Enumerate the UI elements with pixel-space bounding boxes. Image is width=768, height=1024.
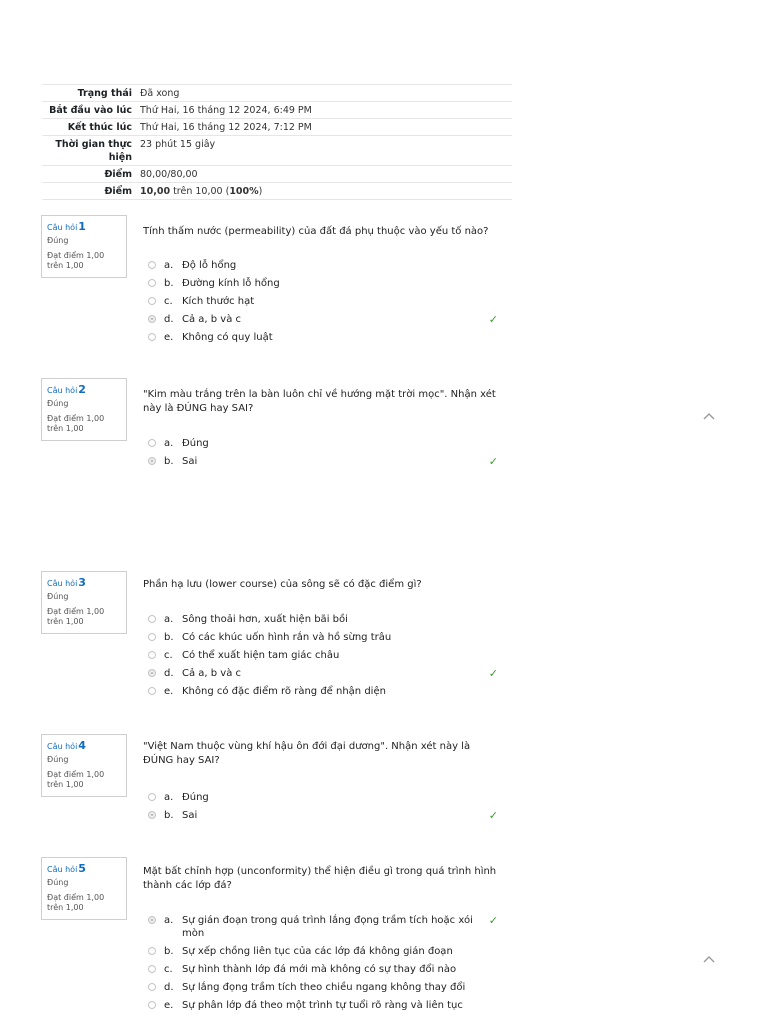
summary-row-marks — [42, 166, 512, 183]
radio-button[interactable] — [148, 439, 156, 447]
chevron-up-icon[interactable] — [702, 412, 716, 422]
check-icon: ✓ — [488, 455, 498, 468]
option-letter: e. — [164, 332, 174, 343]
radio-button[interactable] — [148, 669, 156, 677]
option-letter: a. — [164, 915, 174, 926]
answer-option — [148, 259, 498, 272]
option-text: Sự xếp chồng liên tục của các lớp đá không gián đoạn — [182, 946, 453, 957]
check-icon: ✓ — [488, 313, 498, 326]
question-state: Đúng — [47, 399, 69, 408]
summary-label: Điểm — [104, 186, 132, 197]
radio-button[interactable] — [148, 297, 156, 305]
question-label: Câu hỏi — [47, 865, 78, 874]
answer-option — [148, 809, 498, 822]
summary-label: Kết thúc lúc — [67, 122, 132, 133]
question-grade: Đạt điểm 1,00 trên 1,00 — [47, 770, 105, 789]
summary-row-completed — [42, 119, 512, 136]
option-letter: d. — [164, 982, 174, 993]
option-text: Sự lắng đọng trầm tích theo chiều ngang không thay đổi — [182, 982, 466, 993]
option-letter: b. — [164, 456, 174, 467]
option-text: Không có quy luật — [182, 332, 273, 343]
question-text: "Việt Nam thuộc vùng khí hậu ôn đới đại dương". Nhận xét này là ĐÚNG hay SAI? — [143, 741, 471, 766]
option-text: Có thể xuất hiện tam giác châu — [182, 650, 340, 661]
radio-button[interactable] — [148, 457, 156, 465]
radio-button[interactable] — [148, 793, 156, 801]
option-letter: a. — [164, 614, 174, 625]
question-number — [47, 576, 121, 590]
option-text: Đúng — [182, 438, 209, 449]
option-text: Có các khúc uốn hình rắn và hồ sừng trâu — [182, 632, 392, 643]
radio-button[interactable] — [148, 687, 156, 695]
answer-list — [148, 791, 498, 827]
answer-option — [148, 649, 498, 662]
summary-value: 23 phút 15 giây — [140, 139, 216, 150]
option-letter: b. — [164, 810, 174, 821]
option-text: Sự hình thành lớp đá mới mà không có sự thay đổi nào — [182, 964, 457, 975]
answer-option — [148, 963, 498, 976]
radio-button[interactable] — [148, 615, 156, 623]
grade-close: ) — [258, 186, 263, 197]
check-icon: ✓ — [488, 914, 498, 927]
question-info-box — [41, 215, 127, 278]
grade-percent: 100% — [229, 186, 259, 197]
radio-button[interactable] — [148, 965, 156, 973]
question-label: Câu hỏi — [47, 223, 78, 232]
answer-list — [148, 259, 498, 349]
option-letter: b. — [164, 632, 174, 643]
radio-button[interactable] — [148, 916, 156, 924]
summary-value: Thứ Hai, 16 tháng 12 2024, 6:49 PM — [140, 105, 312, 116]
radio-button[interactable] — [148, 633, 156, 641]
option-text: Đúng — [182, 792, 209, 803]
option-letter: e. — [164, 1000, 174, 1011]
answer-option — [148, 667, 498, 680]
summary-value: Đã xong — [140, 88, 180, 99]
quiz-summary-table — [42, 84, 512, 200]
radio-button[interactable] — [148, 811, 156, 819]
summary-value: 80,00/80,00 — [140, 169, 198, 180]
option-letter: a. — [164, 260, 174, 271]
answer-list — [148, 437, 498, 473]
answer-option — [148, 791, 498, 804]
answer-option — [148, 613, 498, 626]
summary-value — [140, 185, 512, 198]
radio-button[interactable] — [148, 983, 156, 991]
question-number — [47, 383, 121, 397]
radio-button[interactable] — [148, 651, 156, 659]
summary-label: Thời gian thực hiện — [55, 139, 132, 163]
option-text: Sự phân lớp đá theo một trình tự tuổi rõ ràng và liên tục — [182, 1000, 463, 1011]
option-letter: b. — [164, 946, 174, 957]
answer-option — [148, 685, 498, 698]
option-text: Đường kính lỗ hổng — [182, 278, 280, 289]
question-label: Câu hỏi — [47, 579, 78, 588]
answer-list — [148, 613, 498, 703]
summary-label: Điểm — [104, 169, 132, 180]
option-letter: a. — [164, 792, 174, 803]
question-text: Mặt bất chỉnh hợp (unconformity) thể hiện điều gì trong quá trình hình thành các lớp đá? — [143, 866, 497, 891]
option-letter: c. — [164, 650, 173, 661]
option-letter: b. — [164, 278, 174, 289]
answer-option — [148, 914, 498, 940]
option-text: Không có đặc điểm rõ ràng để nhận diện — [182, 686, 386, 697]
question-number-value: 3 — [78, 576, 86, 589]
summary-label: Bắt đầu vào lúc — [49, 105, 132, 116]
option-letter: c. — [164, 964, 173, 975]
question-state: Đúng — [47, 236, 69, 245]
option-text: Sông thoải hơn, xuất hiện bãi bồi — [182, 614, 348, 625]
question-grade: Đạt điểm 1,00 trên 1,00 — [47, 607, 105, 626]
question-label: Câu hỏi — [47, 742, 78, 751]
option-letter: c. — [164, 296, 173, 307]
question-number-value: 1 — [78, 220, 86, 233]
answer-option — [148, 981, 498, 994]
question-text: "Kim màu trắng trên la bàn luôn chỉ về hướng mặt trời mọc". Nhận xét này là ĐÚNG hay SAI? — [143, 389, 496, 414]
question-number — [47, 739, 121, 753]
radio-button[interactable] — [148, 333, 156, 341]
option-text: Độ lỗ hổng — [182, 260, 237, 271]
question-grade: Đạt điểm 1,00 trên 1,00 — [47, 414, 105, 433]
radio-button[interactable] — [148, 279, 156, 287]
answer-option — [148, 455, 498, 468]
radio-button[interactable] — [148, 261, 156, 269]
option-letter: a. — [164, 438, 174, 449]
answer-option — [148, 945, 498, 958]
grade-value: 10,00 — [140, 186, 171, 197]
option-text: Kích thước hạt — [182, 296, 255, 307]
grade-out-of: trên 10,00 ( — [170, 186, 230, 197]
answer-option — [148, 331, 498, 344]
answer-list — [148, 914, 498, 1017]
question-label: Câu hỏi — [47, 386, 78, 395]
summary-value: Thứ Hai, 16 tháng 12 2024, 7:12 PM — [140, 122, 312, 133]
question-number-value: 2 — [78, 383, 86, 396]
question-info-box — [41, 571, 127, 634]
question-number — [47, 862, 121, 876]
option-text: Sai — [182, 456, 198, 467]
question-info-box — [41, 857, 127, 920]
check-icon: ✓ — [488, 809, 498, 822]
question-grade: Đạt điểm 1,00 trên 1,00 — [47, 251, 105, 270]
question-number — [47, 220, 121, 234]
question-info-box — [41, 378, 127, 441]
question-state: Đúng — [47, 878, 69, 887]
question-number-value: 5 — [78, 862, 86, 875]
question-text: Phần hạ lưu (lower course) của sông sẽ có đặc điểm gì? — [143, 579, 422, 590]
summary-row-started — [42, 102, 512, 119]
question-number-value: 4 — [78, 739, 86, 752]
option-letter: e. — [164, 686, 174, 697]
option-text: Cả a, b và c — [182, 314, 242, 325]
answer-option — [148, 313, 498, 326]
question-grade: Đạt điểm 1,00 trên 1,00 — [47, 893, 105, 912]
question-state: Đúng — [47, 755, 69, 764]
answer-option — [148, 437, 498, 450]
check-icon: ✓ — [488, 667, 498, 680]
option-text: Cả a, b và c — [182, 668, 242, 679]
question-info-box — [41, 734, 127, 797]
chevron-up-icon[interactable] — [702, 955, 716, 965]
option-text: Sự gián đoạn trong quá trình lắng đọng trầm tích hoặc xói mòn — [182, 915, 473, 939]
summary-label: Trạng thái — [77, 88, 132, 99]
summary-row-duration — [42, 136, 512, 166]
option-letter: d. — [164, 668, 174, 679]
answer-option — [148, 295, 498, 308]
answer-option — [148, 999, 498, 1012]
answer-option — [148, 277, 498, 290]
answer-option — [148, 631, 498, 644]
summary-row-grade — [42, 183, 512, 200]
radio-button[interactable] — [148, 947, 156, 955]
option-text: Sai — [182, 810, 198, 821]
summary-row-state — [42, 85, 512, 102]
radio-button[interactable] — [148, 315, 156, 323]
radio-button[interactable] — [148, 1001, 156, 1009]
question-text: Tính thấm nước (permeability) của đất đá phụ thuộc vào yếu tố nào? — [143, 226, 489, 237]
question-state: Đúng — [47, 592, 69, 601]
option-letter: d. — [164, 314, 174, 325]
